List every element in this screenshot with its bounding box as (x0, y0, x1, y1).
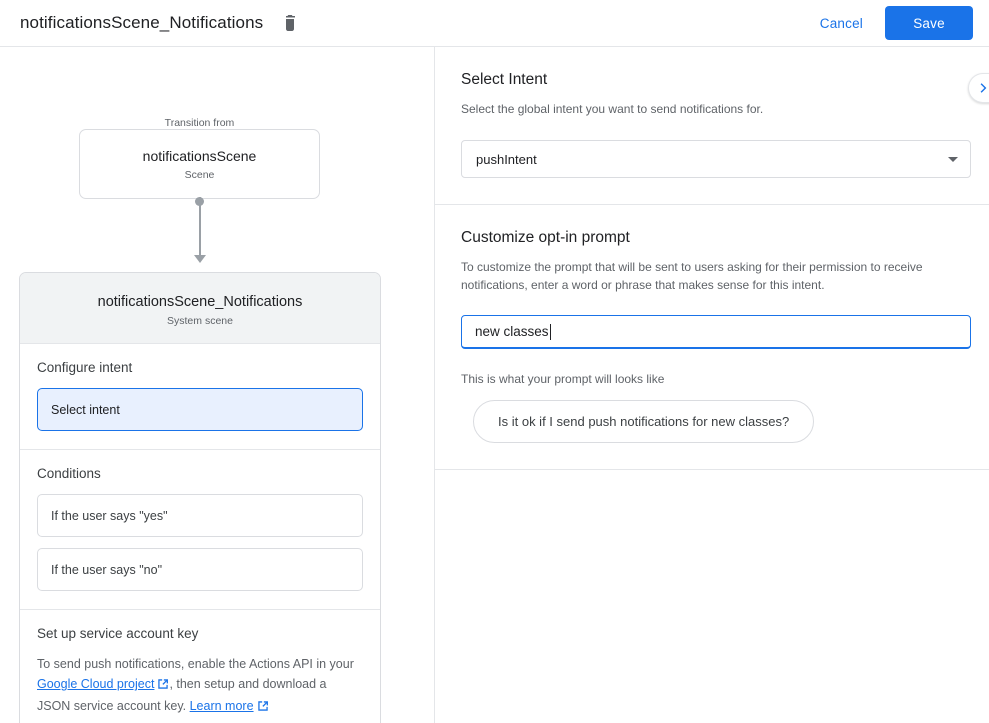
prompt-preview-bubble: Is it ok if I send push notifications for new classes? (473, 400, 814, 443)
body (0, 47, 989, 723)
customize-prompt-section (435, 205, 989, 470)
system-scene-header[interactable] (20, 273, 380, 344)
customize-prompt-description: To customize the prompt that will be sent to users asking for their permission to receive notifications, enter a word or phrase that makes sense for this intent. (461, 260, 923, 292)
select-intent-description: Select the global intent you want to send notifications for. (461, 102, 764, 116)
page-title: notificationsScene_Notifications (20, 13, 264, 32)
save-button[interactable]: Save (885, 6, 973, 40)
conditions-section (20, 450, 380, 610)
top-bar (0, 0, 989, 47)
learn-more-link[interactable]: Learn more (189, 699, 254, 713)
prompt-preview-label: This is what your prompt will looks like (461, 372, 665, 386)
condition-item-yes[interactable]: If the user says "yes" (37, 494, 363, 537)
intent-select-value: pushIntent (476, 151, 537, 167)
system-scene-type: System scene (167, 315, 233, 327)
prompt-phrase-value: new classes (475, 324, 549, 339)
configure-intent-title: Configure intent (37, 360, 133, 375)
scene-node-from[interactable] (79, 129, 320, 199)
trash-icon (282, 14, 298, 32)
conditions-title: Conditions (37, 466, 101, 481)
select-intent-section (435, 47, 989, 205)
connector-arrowhead (194, 255, 206, 263)
intent-select[interactable] (461, 140, 971, 178)
service-account-title: Set up service account key (37, 626, 199, 641)
chevron-down-icon (948, 157, 958, 162)
cancel-button[interactable]: Cancel (819, 15, 863, 31)
external-link-icon-2 (257, 698, 269, 718)
google-cloud-project-link[interactable]: Google Cloud project (37, 677, 155, 691)
configure-intent-section (20, 344, 380, 450)
external-link-icon-1 (157, 676, 169, 696)
select-intent-chip[interactable]: Select intent (37, 388, 363, 431)
scene-node-from-name: notificationsScene (142, 147, 257, 164)
customize-prompt-heading: Customize opt-in prompt (461, 229, 630, 246)
transition-from-label: Transition from (164, 117, 235, 129)
service-account-text-1: To send push notifications, enable the Actions API in your (37, 657, 354, 671)
delete-button[interactable] (277, 10, 303, 36)
condition-item-no[interactable]: If the user says "no" (37, 548, 363, 591)
chevron-right-icon (977, 81, 989, 95)
prompt-phrase-input[interactable] (461, 315, 971, 349)
scene-node-from-type: Scene (184, 168, 215, 181)
service-account-section (20, 610, 380, 723)
service-account-body (37, 654, 363, 718)
service-account-text-2: , then setup and download a JSON service account key. (37, 677, 327, 713)
select-intent-heading: Select Intent (461, 71, 548, 88)
left-pane (0, 47, 435, 723)
system-scene-name: notificationsScene_Notifications (97, 294, 303, 310)
text-cursor (550, 324, 551, 340)
system-scene-card (19, 272, 381, 723)
connector-line (199, 197, 201, 259)
right-pane (435, 47, 989, 723)
